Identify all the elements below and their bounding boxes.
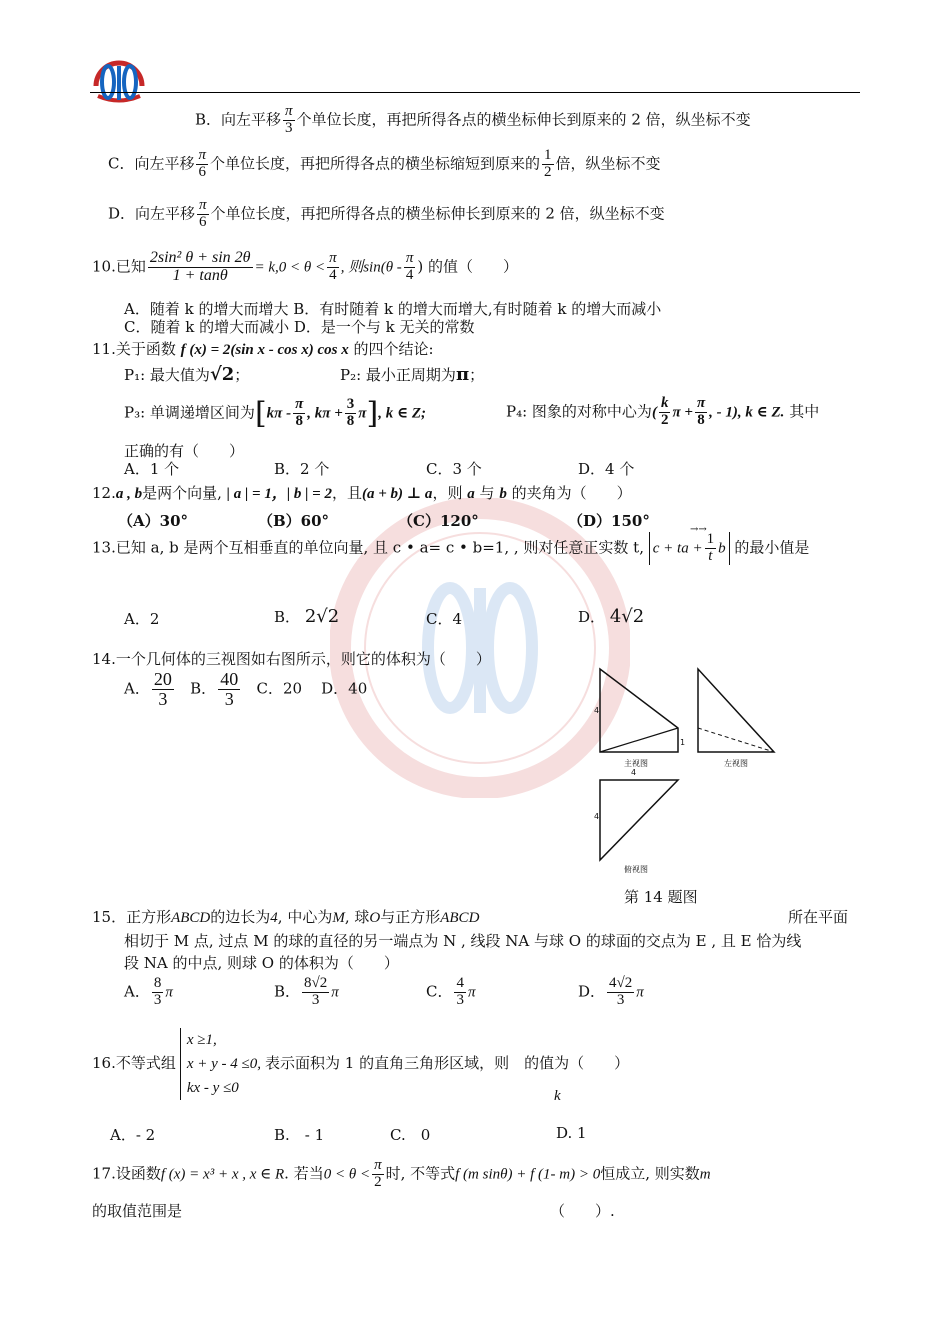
q11-p4: P₄: 图象的对称中心为( $\frac{k}{2}$ π + $\frac{\pi}{8}$ , - 1), k ∈ Z. 其中 [506, 395, 820, 428]
q9-option-d: D．向左平移 $\frac{\pi}{6}$ 个单位长度，再把所得各点的横坐标伸长到原来的 2 倍，纵坐标不变 [108, 197, 665, 230]
q9-option-c: C．向左平移 $\frac{\pi}{6}$ 个单位长度，再把所得各点的横坐标缩短到原来的 $\frac{1}{2}$ 倍，纵坐标不变 [108, 147, 661, 180]
front-view-height: 4 [594, 706, 600, 715]
q13-stem: 13.已知 a, b 是两个互相垂直的单位向量, 且 c • a= c • b=1, , 则对任意正实数 t, c + ta + $\frac{1}{t}$ b 的最小值是 [92, 531, 810, 564]
q16-stem: 16.不等式组 x ≥1, x + y - 4 ≤0, kx - y ≤0 表示面积为 1 的直角三角形区域，则 的值为（ ） [92, 1028, 629, 1100]
q11-option-c: C．3 个 [426, 460, 482, 478]
q17-answer-blank: （ ）. [550, 1202, 615, 1220]
q16-option-b: B. - 1 [274, 1126, 325, 1144]
front-view-side: 1 [680, 738, 686, 747]
q12-option-b: （B）60° [258, 512, 330, 530]
q17-line2: 的取值范围是 [92, 1202, 183, 1220]
header-rule [90, 92, 860, 93]
q11-p2: P₂: 最小正周期为π； [340, 364, 485, 385]
q13-option-a: A．2 [124, 610, 160, 628]
q15-option-a: A． $\frac{8}{3}$ π [124, 975, 173, 1008]
q14-options: A． $\frac{20}{3}$ B． $\frac{40}{3}$ C．20 D．40 [124, 669, 368, 709]
q15-option-c: C． $\frac{4}{3}$ π [426, 975, 476, 1008]
figure-caption: 第 14 题图 [624, 888, 698, 906]
q11-p3: P₃: 单调递增区间为[kπ - $\frac{\pi}{8}$ , kπ + $\frac{3}{8}$ π], k ∈ Z; [124, 396, 426, 431]
q13-option-c: C．4 [426, 610, 463, 628]
q11-stem: 11.关于函数 f (x) = 2(sin x - cos x) cos x 的四个结论: [92, 340, 434, 358]
q16-option-d: D. 1 [556, 1124, 587, 1142]
q9-option-b: B．向左平移 $\frac{\pi}{3}$ 个单位长度，再把所得各点的横坐标伸长到原来的 2 倍，纵坐标不变 [195, 103, 751, 136]
q12-option-a: （A）30° [118, 512, 189, 530]
left-view-label: 左视图 [724, 759, 748, 768]
q11-option-d: D．4 个 [578, 460, 635, 478]
q16-option-a: A．- 2 [110, 1126, 156, 1144]
q15-line2: 相切于 M 点, 过点 M 的球的直径的另一端点为 N , 线段 NA 与球 O 的球面的交点为 E , 且 E 恰为线 [124, 932, 802, 950]
q12-option-d: （D）150° [568, 512, 650, 530]
q16-k: k [554, 1088, 561, 1104]
q13-option-d: D． 4√2 [578, 606, 645, 627]
q15-line1: 15．正方形ABCD的边长为4, 中心为M, 球O与正方形ABCD [92, 908, 480, 926]
q15-line3: 段 NA 的中点, 则球 O 的体积为（ ） [124, 954, 399, 972]
front-view-label: 主视图 [624, 759, 648, 768]
q11-continuation: 正确的有（ ） [124, 442, 245, 460]
q11-option-b: B．2 个 [274, 460, 330, 478]
q15-line1-end: 所在平面 [788, 908, 849, 926]
logo [90, 56, 148, 106]
q13-vector-arrows: →→ [690, 524, 707, 535]
q12-option-c: （C）120° [398, 512, 479, 530]
three-view-figure [590, 664, 790, 880]
top-view-width: 4 [631, 768, 637, 777]
q13-option-b: B． 2√2 [274, 606, 340, 627]
q10-stem: 10.已知 $\frac{\text{2sin² θ + sin 2θ}}{1 + \tan\theta}$ = k,0 < θ < $\frac{\pi}{4}$ , 则sin(θ - $\frac{\pi}{4}$ ) 的值（ ） [92, 249, 518, 284]
q10-options-cd: C．随着 k 的增大而减小 D．是一个与 k 无关的常数 [124, 318, 475, 336]
top-view-height: 4 [594, 812, 600, 821]
q12-stem: 12.a , b是两个向量, | a | = 1，| b | = 2，且(a + b) ⊥ a，则 a 与 b 的夹角为（ ） [92, 484, 632, 502]
q11-option-a: A．1 个 [124, 460, 180, 478]
top-view-label: 俯视图 [624, 865, 648, 874]
q15-option-b: B． $\frac{8√2}{3}$ π [274, 975, 339, 1008]
q10-options-ab: A．随着 k 的增大而增大 B．有时随着 k 的增大而增大,有时随着 k 的增大而减小 [124, 300, 662, 318]
q15-option-d: D． $\frac{4√2}{3}$ π [578, 975, 644, 1008]
q14-stem: 14.一个几何体的三视图如右图所示，则它的体积为（ ） [92, 650, 491, 668]
q16-option-c: C. 0 [390, 1126, 431, 1144]
q17-stem: 17.设函数f (x) = x³ + x , x ∈ R. 若当0 < θ < $\frac{\pi}{2}$ 时, 不等式f (m sinθ) + f (1- m) > 0恒成立, 则实数m [92, 1157, 711, 1190]
q11-p1: P₁: 最大值为√2； [124, 364, 250, 385]
